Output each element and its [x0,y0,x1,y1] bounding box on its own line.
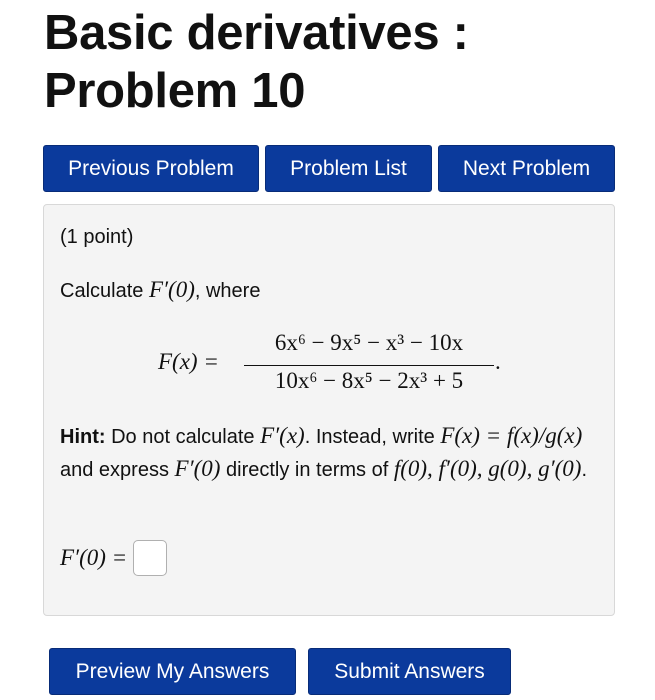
hint-expr-2: F(x) = f(x)/g(x) [440,423,583,448]
page-title-line-1: Basic derivatives : [44,6,469,60]
equation-period: . [495,349,501,374]
equation-numerator: 6x⁶ − 9x⁵ − x³ − 10x [274,330,464,355]
hint-text-3: and express [60,459,169,481]
equation-lhs: F(x) = [158,349,219,374]
hint-expr-1: F′(x) [260,423,305,448]
hint-expr-3: F′(0) [174,456,221,481]
problem-list-button[interactable]: Problem List [265,145,432,192]
page-title [44,4,624,120]
submit-answers-button[interactable]: Submit Answers [308,648,511,695]
answer-input[interactable] [133,540,167,576]
preview-answers-button[interactable]: Preview My Answers [49,648,296,695]
prompt-expression: F′(0) [148,277,195,302]
hint-text-2: . Instead, write [304,426,435,448]
equation-denominator: 10x⁶ − 8x⁵ − 2x³ + 5 [274,368,464,393]
hint-text-1: Do not calculate [111,426,255,448]
answer-row [60,538,167,578]
fraction-bar [244,365,494,366]
hint-text-4: directly in terms of [226,459,389,481]
previous-problem-button[interactable]: Previous Problem [43,145,259,192]
hint-label: Hint: [60,426,106,448]
prompt-prefix: Calculate [60,280,144,302]
next-problem-button[interactable]: Next Problem [438,145,615,192]
hint-text [60,420,600,486]
page-title-line-2: Problem 10 [44,64,306,118]
prompt-suffix: , where [194,280,261,302]
problem-points: (1 point) [60,226,134,248]
hint-text-5: . [581,459,588,481]
hint-expr-4: f(0), f′(0), g(0), g′(0) [393,456,582,481]
answer-label: F′(0) = [60,545,128,570]
problem-prompt [60,277,260,304]
